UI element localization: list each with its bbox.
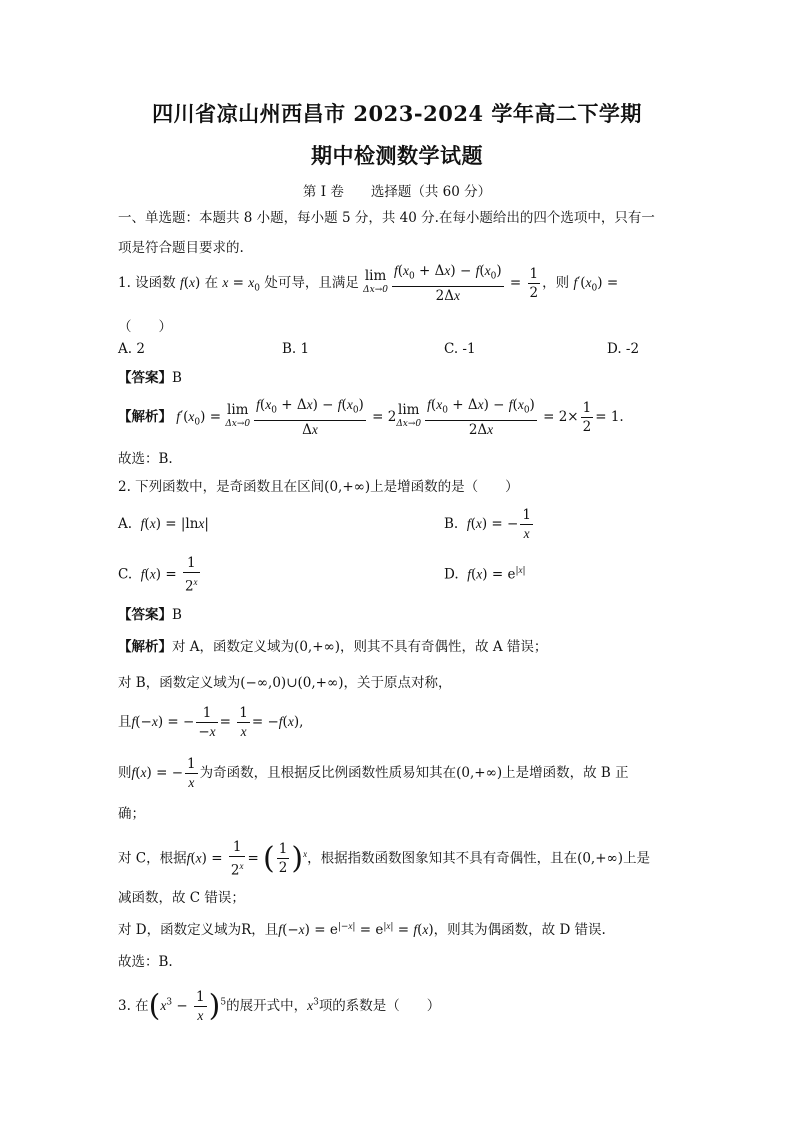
title-line-1: 四川省凉山州西昌市 2023-2024 学年高二下学期 (152, 101, 642, 126)
q2-analysis-a: 【解析】对 A，函数定义域为(0,+∞)，则其不具有奇偶性，故 A 错误； (118, 639, 548, 655)
q2-option-b: B. f(x) = − $\frac{1}{x}$ (444, 507, 531, 541)
q2-analysis-b3: 则f(x) = − $\frac{1}{x}$ 为奇函数，且根据反比例函数性质易知其在(0,+∞)上是增函数，故 B 正 (118, 756, 629, 790)
q1-stem: 1. 设函数 f(x) 在 $x = x_0$ 处可导，且满足 lim Δx→0 $\frac{f(x_0 + \Delta x) - f(x_0)}{2\Delta x}$ = $\frac{1}{2}$ ，则 $f'(x_0)$ = (118, 263, 619, 304)
q1-option-a: A. 2 (118, 341, 145, 357)
q2-conclusion: 故选：B. (118, 954, 173, 970)
section-heading: 第 I 卷 选择题（共 60 分） (302, 184, 492, 200)
q2-stem: 2. 下列函数中，是奇函数且在区间(0,+∞)上是增函数的是（ ） (118, 479, 519, 495)
q2-analysis-b2: 且f(−x) = − $\frac{1}{-x}$ = $\frac{1}{x}$ = −f(x), (118, 705, 304, 740)
q1-option-c: C. -1 (444, 341, 476, 357)
q1-conclusion: 故选：B. (118, 451, 173, 467)
q1-analysis-label: 【解析】 (118, 408, 172, 425)
q1-lead: 1. 设函数 (118, 274, 176, 291)
q1-analysis: 【解析】 $f'(x_0) = \lim$ Δx→0 $\frac{f(x_0 + \Delta x) - f(x_0)}{\Delta x}$ = 2 lim Δx→0 $\frac{f(x_0 + \Delta x) - f(x_0)}{2\Delta x}$ = 2× $\frac{1}{2}$ = 1. (118, 397, 624, 438)
q2-analysis-c2: 减函数，故 C 错误； (118, 890, 245, 906)
q1-blank: （ ） (118, 319, 172, 335)
q1-limit: lim Δx→0 (363, 268, 388, 296)
q1-answer-label: 【答案】 (118, 370, 172, 386)
q1-half: $\frac{1}{2}$ (529, 265, 539, 301)
q1-answer (118, 366, 182, 386)
q2-analysis-b1: 对 B，函数定义域为(−∞,0)∪(0,+∞)，关于原点对称， (118, 675, 452, 691)
q1-option-d: D. -2 (607, 341, 640, 357)
intro-line-1: 一、单选题：本题共 8 小题，每小题 5 分，共 40 分.在每小题给出的四个选项中，只有一 (118, 210, 655, 226)
q1-option-b: B. 1 (282, 341, 310, 357)
q1-mid: 处可导，且满足 (264, 274, 359, 291)
q1-fx: f (179, 274, 184, 290)
q2-option-d: D. $f(x) = e^{|x|}$ (444, 565, 526, 583)
q1-tail: ，则 (542, 274, 570, 291)
q2-answer: 【答案】B (118, 607, 182, 623)
q2-analysis-c1: 对 C，根据f(x) = $\frac{1}{2^x}$ = ( $\frac{1}{2}$ )$^x$，根据指数函数图象知其不具有奇偶性，且在(0,+∞)上是 (118, 839, 651, 879)
q2-analysis-b4: 确； (118, 806, 145, 822)
q1-fraction: $\frac{f(x_0 + \Delta x) - f(x_0)}{2\Delta x}$ (393, 263, 502, 304)
q1-answer-value: B (172, 370, 182, 386)
intro-line-2: 项是符合题目要求的. (118, 240, 244, 256)
q2-analysis-d1: 对 D，函数定义域为R，且$f(-x) = e^{|-x|} = e^{|x|} = f(x)$，则其为偶函数，故 D 错误. (118, 920, 606, 938)
q2-option-a: A. f(x) = |lnx| (118, 516, 209, 532)
q2-option-c: C. f(x) = $\frac{1}{2^x}$ (118, 555, 198, 595)
q3-stem: 3. 在($x^3$ − $\frac{1}{x}$ )$^5$的展开式中，$x^3$项的系数是（ ） (118, 988, 441, 1024)
title-line-2: 期中检测数学试题 (311, 143, 483, 168)
